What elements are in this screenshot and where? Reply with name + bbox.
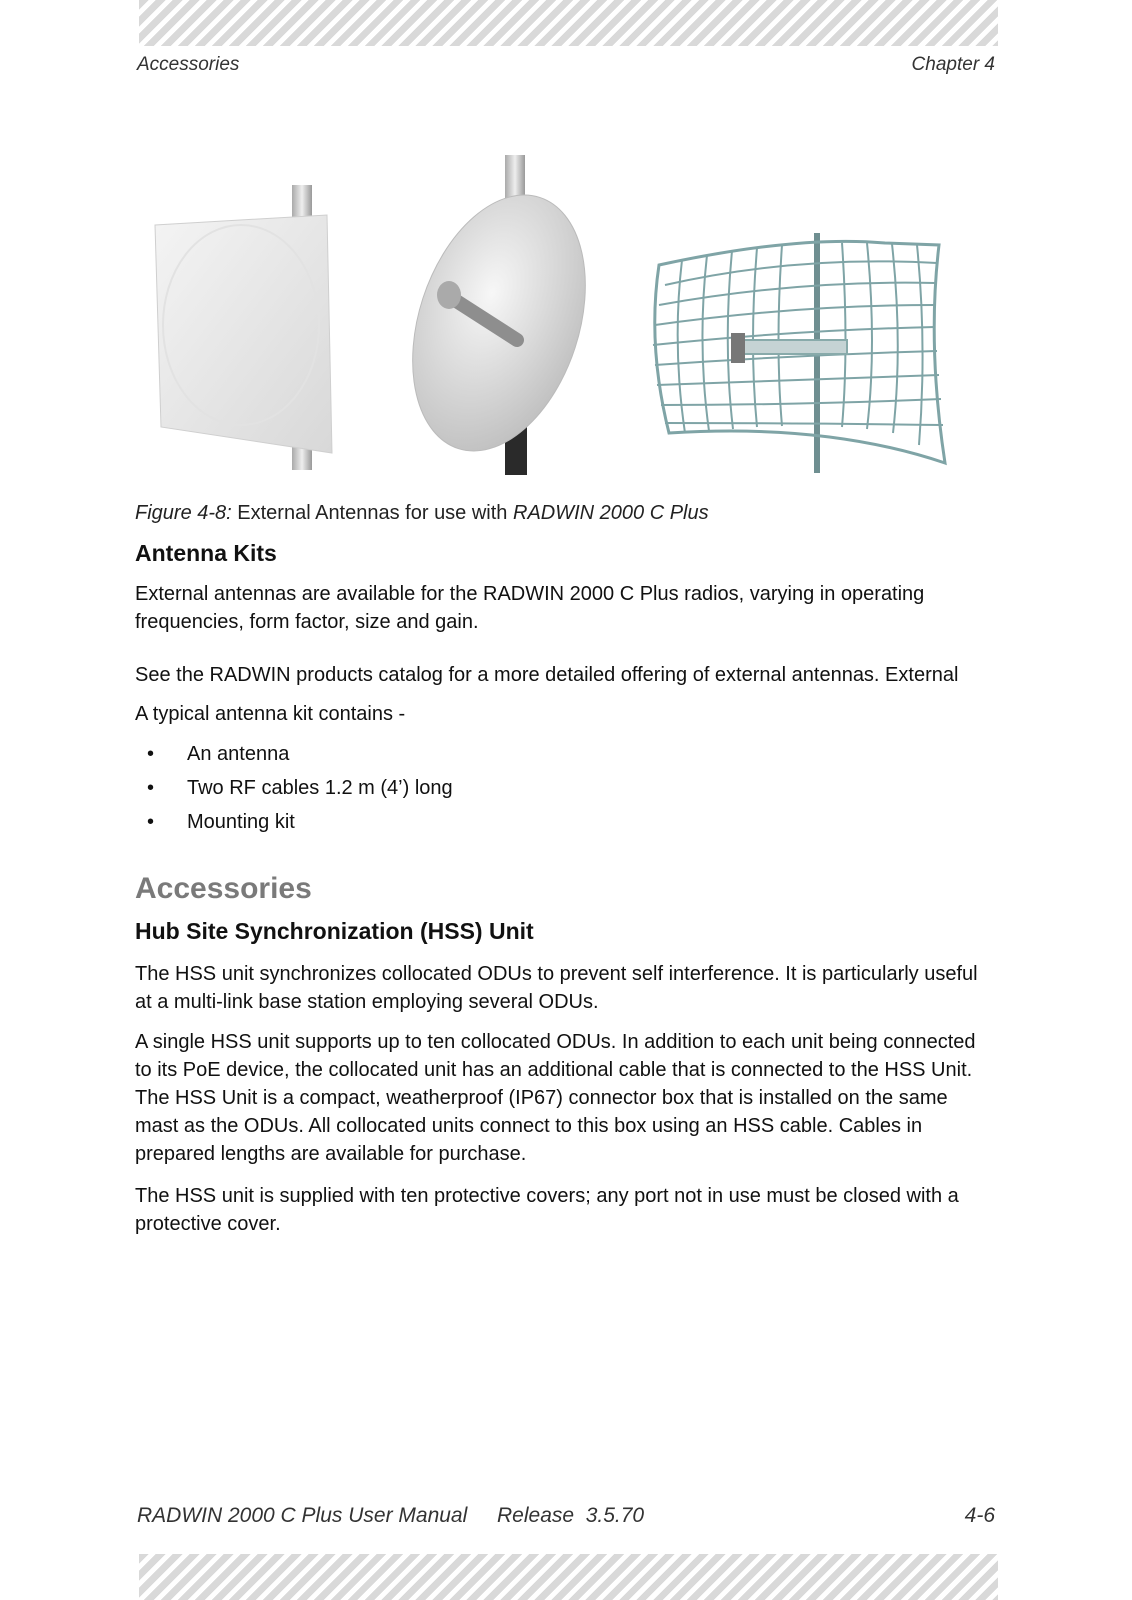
bullet-text: Mounting kit: [187, 811, 295, 833]
figure-label: Figure 4-8:: [135, 502, 232, 524]
hss-body-3: [135, 1182, 995, 1238]
antenna-figure: [137, 155, 995, 485]
hss-body-1: [135, 960, 995, 1016]
figure-product-name: RADWIN 2000 C Plus: [513, 502, 709, 524]
footer-manual-title: RADWIN 2000 C Plus User Manual: [137, 1504, 468, 1527]
figure-caption: [135, 502, 709, 525]
accessories-section: [135, 872, 995, 906]
bullet-text: An antenna: [187, 743, 290, 765]
accessories-heading: Accessories: [135, 872, 312, 905]
antenna-kits-section: [135, 540, 995, 567]
hss-paragraph-3: The HSS unit is supplied with ten protective covers; any port not in use must be closed with a protective cover.: [135, 1185, 959, 1235]
bullet-text: Two RF cables 1.2 m (4’) long: [187, 777, 453, 799]
antenna-kits-heading: Antenna Kits: [135, 540, 277, 566]
footer-page-number: 4-6: [964, 1504, 995, 1527]
hss-paragraph-2: A single HSS unit supports up to ten collocated ODUs. In addition to each unit being connected to its PoE device, the collocated unit has an additional cable that is connected to the HSS Unit. The HSS Unit is a compact, weatherproof (IP67) connector box that is installed on the same mast as the ODUs. All collocated units connect to this box using an HSS cable. Cables in prepared lengths are available for purchase.: [135, 1031, 976, 1165]
hss-heading: Hub Site Synchronization (HSS) Unit: [135, 918, 534, 944]
footer-release: Release 3.5.70: [497, 1504, 645, 1527]
antenna-kits-body-2: [135, 661, 995, 689]
list-item: • Mounting kit: [147, 811, 295, 833]
hss-heading-wrap: [135, 918, 995, 945]
antenna-kits-body-3: [135, 700, 995, 728]
antenna-kit-bullets: [135, 737, 995, 839]
running-header: [137, 54, 995, 76]
antenna-kits-paragraph-1: External antennas are available for the RADWIN 2000 C Plus radios, varying in operating frequencies, form factor, size and gain.: [135, 583, 925, 633]
figure-caption-text: External Antennas for use with: [231, 502, 513, 524]
hss-paragraph-1: The HSS unit synchronizes collocated ODUs to prevent self interference. It is particularly useful at a multi-link base station employing several ODUs.: [135, 963, 978, 1013]
antenna-kits-paragraph-3: A typical antenna kit contains -: [135, 703, 406, 725]
flat-panel-antenna: [155, 185, 332, 470]
header-section-title: Accessories: [137, 54, 240, 75]
hss-body-2: [135, 1028, 995, 1168]
dish-antenna: [382, 155, 616, 475]
antenna-kits-body: [135, 580, 995, 636]
antenna-kits-paragraph-2: See the RADWIN products catalog for a more detailed offering of external antennas. External: [135, 664, 959, 686]
grid-antenna: [653, 233, 945, 473]
footer-stripe-band: [139, 1554, 998, 1600]
list-item: • An antenna: [147, 743, 290, 765]
header-stripe-band: [139, 0, 998, 46]
list-item: • Two RF cables 1.2 m (4’) long: [147, 777, 453, 799]
header-chapter: Chapter 4: [911, 54, 995, 75]
